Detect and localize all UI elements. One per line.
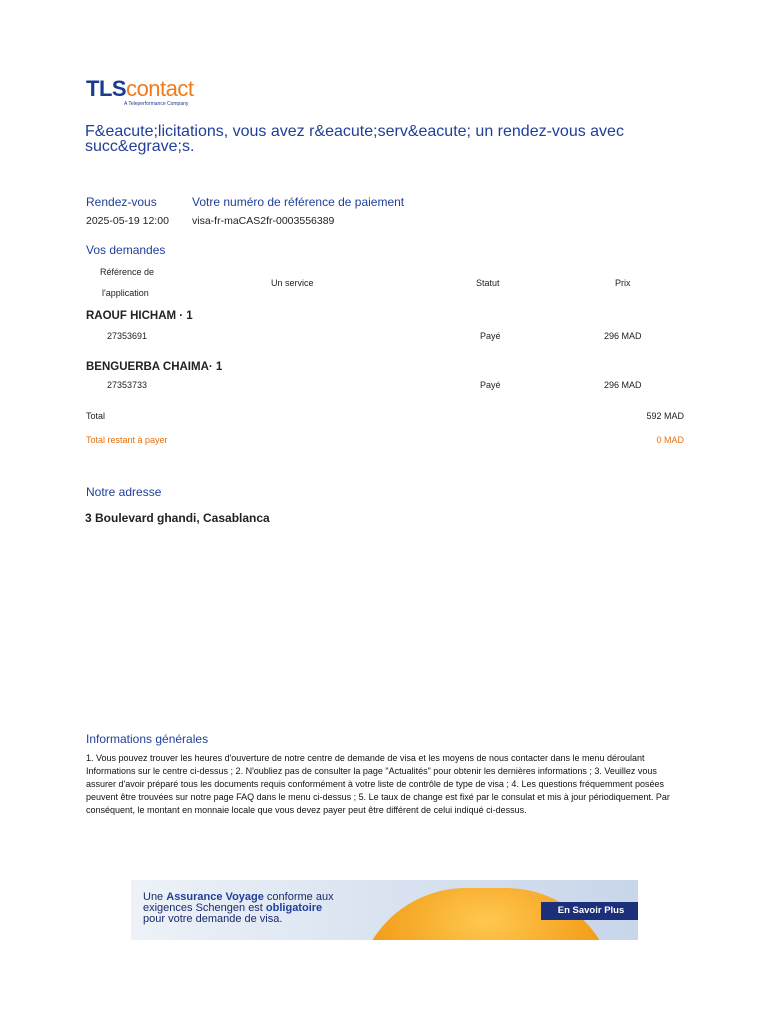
address-value: 3 Boulevard ghandi, Casablanca [85,511,270,525]
banner-text: Une Assurance Voyage conforme aux exigences Schengen est obligatoire pour votre demande de visa. [143,891,334,925]
header-price: Prix [615,278,631,288]
travel-insurance-banner[interactable] [131,880,638,940]
total-label: Total [86,411,106,421]
total-value: 592 MAD [646,411,684,421]
appointment-datetime: 2025-05-19 12:00 [86,215,169,227]
tlscontact-logo [86,78,194,107]
payment-reference-label: Votre numéro de référence de paiement [192,195,405,209]
applicant-reference: 27353691 [107,331,148,341]
payment-reference-value: visa-fr-maCAS2fr-0003556389 [192,215,335,227]
header-reference-line2: l'application [102,288,149,298]
logo-tls-text: TLS [86,76,127,101]
applicant-name: BENGUERBA CHAIMA· 1 [86,361,223,373]
applicant-reference: 27353733 [107,380,148,390]
applicant-status: Payé [480,331,501,341]
header-service: Un service [271,278,314,288]
learn-more-button[interactable]: En Savoir Plus [541,902,638,920]
address-heading: Notre adresse [86,485,162,499]
header-status: Statut [476,278,500,288]
header-reference-line1: Référence de [100,267,155,277]
applicant-status: Payé [480,380,501,390]
logo-tagline: A Teleperformance Company [124,101,189,107]
applicant-name: RAOUF HICHAM · 1 [86,310,193,322]
requests-heading: Vos demandes [86,243,166,257]
applicant-price: 296 MAD [604,380,642,390]
remaining-value: 0 MAD [656,435,684,445]
remaining-label: Total restant à payer [86,435,168,445]
page-title: F&eacute;licitations, vous avez r&eacute;serv&eacute; un rendez-vous avec succ&egrave;s. [85,123,624,155]
applicant-price: 296 MAD [604,331,642,341]
logo-contact-text: contact [126,76,194,101]
appointment-label: Rendez-vous [86,195,157,209]
general-info-heading: Informations générales [86,732,209,746]
general-info-text: 1. Vous pouvez trouver les heures d'ouverture de notre centre de demande de visa et les moyens de nous contacter dans le menu déroulant Informations sur le centre ci-dessus ; 2. N'oubliez pas de consulter la page "Actualités" pour obtenir les dernières informations ; 3. Veuillez vous assurer d'avoir préparé tous les documents requis conformément à votre liste de contrôle de type de visa ; 4. Les questions fréquemment posées peuvent être trouvées sur notre page FAQ dans le menu ci-dessus ; 5. Le taux de change est fixé par le consulat et mis à jour périodiquement. Par conséquent, le montant en monnaie locale que vous devez payer peut être différent de celui indiqué ci-dessus. [86,753,670,815]
